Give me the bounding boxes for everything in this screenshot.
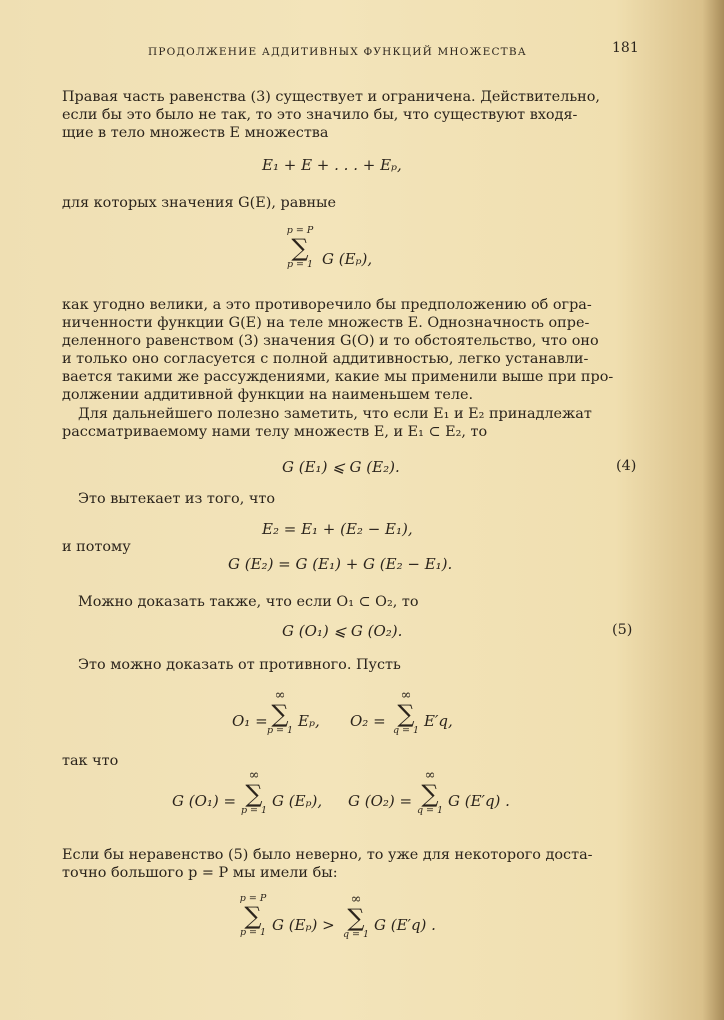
sum-operator [236, 894, 270, 938]
formula-last-mid: G (Eₚ) > [272, 916, 335, 934]
text-line: как угодно велики, а это противоречило бы предположению об огра- [62, 297, 592, 313]
formula-o1-left: O₁ = [232, 712, 268, 730]
text-line: Можно доказать также, что если O₁ ⊂ O₂, то [78, 594, 419, 610]
text-line: Это вытекает из того, что [78, 491, 275, 507]
page-header [0, 40, 724, 60]
text-line: должении аддитивной функции на наименьшем теле. [62, 387, 474, 403]
formula-union: E₁ + E + . . . + Eₚ, [262, 156, 402, 174]
formula-go2-right: G (E′q) . [448, 792, 510, 810]
text-line: Для дальнейшего полезно заметить, что если E₁ и E₂ принадлежат [78, 406, 592, 422]
formula-go1-right: G (Eₚ), [272, 792, 323, 810]
sum-upper-limit: ∞ [400, 688, 412, 703]
formula-ge2: G (E₂) = G (E₁) + G (E₂ − E₁). [228, 555, 453, 573]
page-number: 181 [612, 40, 639, 56]
running-head: ПРОДОЛЖЕНИЕ АДДИТИВНЫХ ФУНКЦИЙ МНОЖЕСТВА [148, 46, 527, 58]
text-line: если бы это было не так, то это значило бы, что существуют входя- [62, 107, 578, 123]
text-line: рассматриваемому нами телу множеств E, и E₁ ⊂ E₂, то [62, 424, 488, 440]
formula-go2-left: G (O₂) = [348, 792, 413, 810]
sum-lower-limit: p = 1 [286, 259, 314, 270]
text-line: Это можно доказать от противного. Пусть [78, 657, 401, 673]
sum-symbol: ∑ [421, 780, 439, 808]
sum-lower-limit: p = 1 [266, 725, 294, 736]
text-line: щие в тело множеств E множества [62, 125, 329, 141]
sum-lower-limit: q = 1 [416, 805, 444, 816]
sum-upper-limit: p = P [286, 225, 314, 236]
formula-5: G (O₁) ⩽ G (O₂). [282, 622, 403, 640]
sum-upper-limit: ∞ [248, 768, 260, 783]
sum-lower-limit: p = 1 [239, 927, 267, 938]
text-line: и потому [62, 539, 131, 555]
sum-operator [282, 226, 318, 270]
sum-symbol: ∑ [397, 700, 415, 728]
sum-upper-limit: p = P [239, 893, 267, 904]
sum-symbol: ∑ [291, 234, 309, 262]
sum-operator [340, 894, 372, 940]
sum-operator [238, 770, 270, 816]
sum-operator [264, 690, 296, 736]
sum-lower-limit: q = 1 [392, 725, 420, 736]
sum-operator [390, 690, 422, 736]
text-line: и только оно согласуется с полной аддитивностью, легко устанавли- [62, 351, 589, 367]
formula-sum-body: G (Eₚ), [322, 250, 373, 268]
equation-number-5: (5) [612, 622, 633, 638]
formula-o1-right: Eₚ, [298, 712, 320, 730]
text-line: Правая часть равенства (3) существует и ограничена. Действительно, [62, 89, 600, 105]
sum-upper-limit: ∞ [274, 688, 286, 703]
sum-symbol: ∑ [244, 902, 262, 930]
sum-symbol: ∑ [347, 904, 365, 932]
formula-4: G (E₁) ⩽ G (E₂). [282, 458, 400, 476]
sum-lower-limit: p = 1 [240, 805, 268, 816]
equation-number-4: (4) [616, 458, 637, 474]
sum-symbol: ∑ [245, 780, 263, 808]
text-line: вается такими же рассуждениями, какие мы применили выше при про- [62, 369, 614, 385]
formula-go1-left: G (O₁) = [172, 792, 237, 810]
text-line: Если бы неравенство (5) было неверно, то уже для некоторого доста- [62, 847, 593, 863]
text-line: так что [62, 753, 119, 769]
sum-upper-limit: ∞ [350, 892, 362, 907]
formula-o2-right: E′q, [424, 712, 453, 730]
text-line: точно большого p = P мы имели бы: [62, 865, 338, 881]
sum-upper-limit: ∞ [424, 768, 436, 783]
sum-symbol: ∑ [271, 700, 289, 728]
text-line: ниченности функции G(E) на теле множеств E. Однозначность опре- [62, 315, 590, 331]
text-line: деленного равенством (3) значения G(O) и то обстоятельство, что оно [62, 333, 599, 349]
sum-operator [414, 770, 446, 816]
formula-o2-left: O₂ = [350, 712, 386, 730]
formula-last-right: G (E′q) . [374, 916, 436, 934]
formula-e2: E₂ = E₁ + (E₂ − E₁), [262, 520, 413, 538]
sum-lower-limit: q = 1 [342, 929, 370, 940]
text-line: для которых значения G(E), равные [62, 195, 337, 211]
